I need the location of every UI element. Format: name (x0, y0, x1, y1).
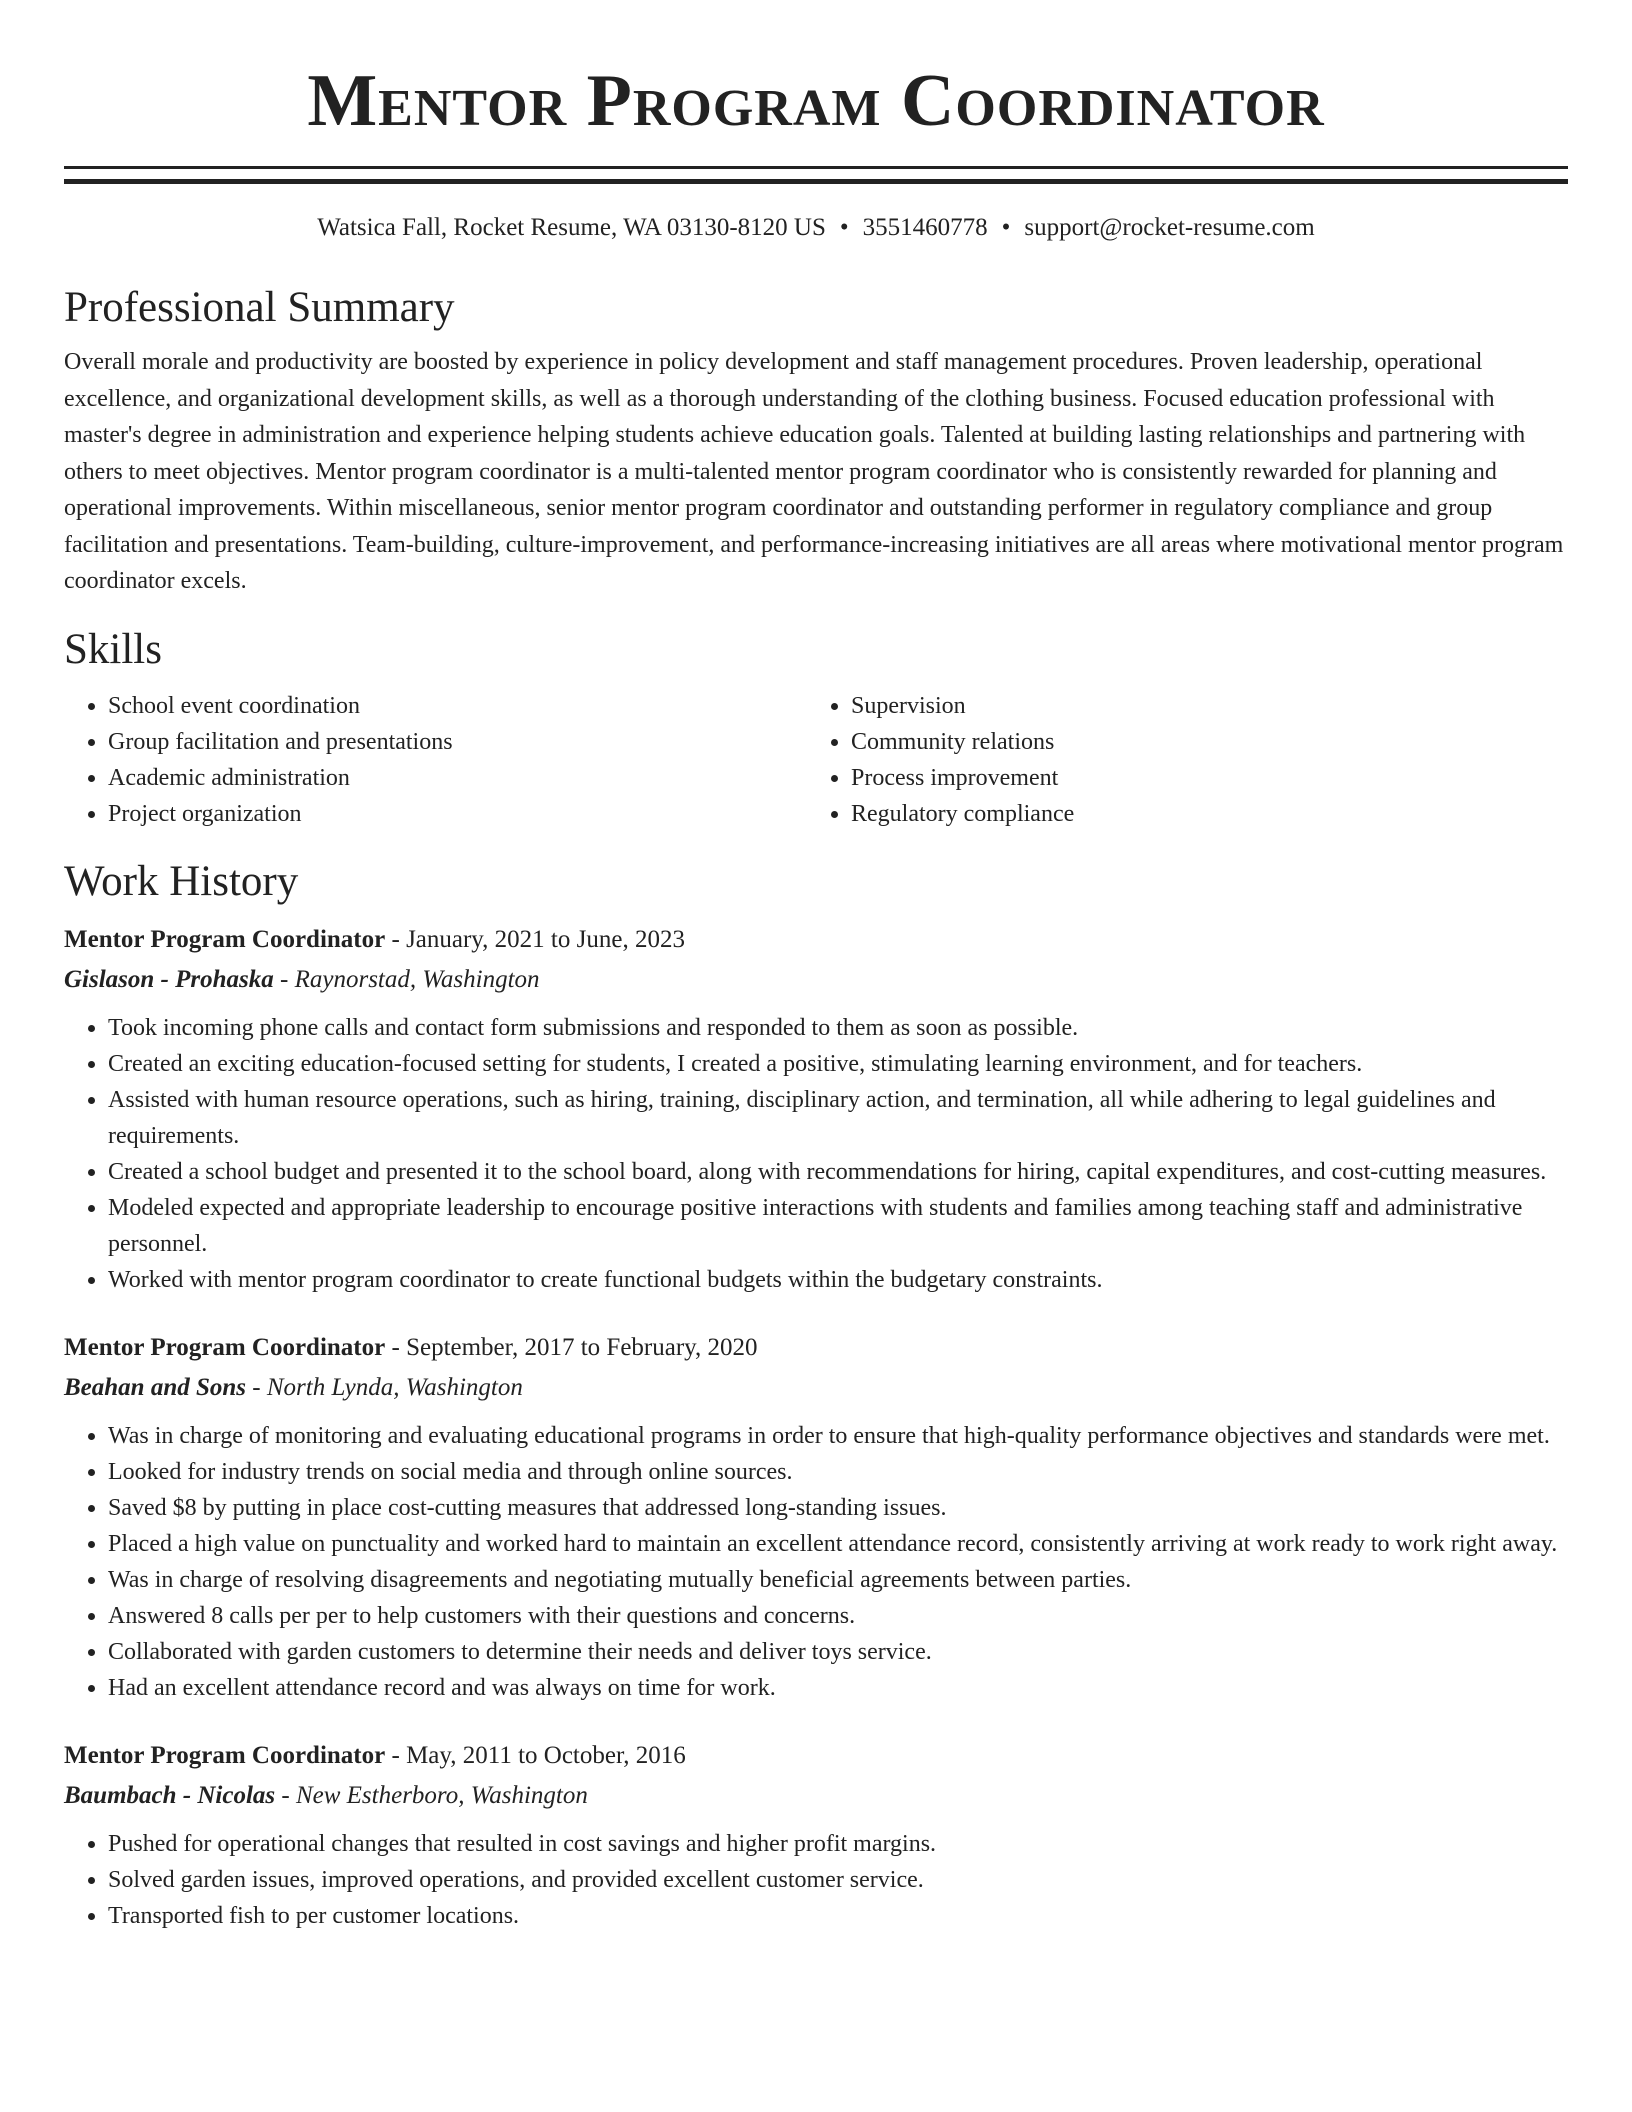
summary-text: Overall morale and productivity are boosted by experience in policy development and staff management procedures. Proven leadership, operational excellence, and organizational development skills, as well as a thorough understanding of the clothing business. Focused education professional with master's degree in administration and experience helping students achieve education goals. Talented at building lasting relationships and partnering with others to meet objectives. Mentor program coordinator is a multi-talented mentor program coordinator who is consistently rewarded for planning and operational improvements. Within miscellaneous, senior mentor program coordinator and outstanding performer in regulatory compliance and group facilitation and presentations. Team-building, culture-improvement, and performance-increasing initiatives are all areas where motivational mentor program coordinator excels. (64, 349, 1564, 594)
job-bullet: • Solved garden issues, improved operations, and provided excellent customer service. (108, 1862, 1568, 1898)
job-location: Raynorstad, Washington (294, 965, 540, 993)
summary-heading: Professional Summary (64, 284, 455, 331)
job-bullets (64, 1010, 1568, 1298)
skill-item: • Project organization (108, 796, 807, 832)
resume-name: Mentor Program Coordinator (307, 60, 1325, 142)
job-bullet: • Saved $8 by putting in place cost-cutting measures that addressed long-standing issues. (108, 1490, 1568, 1526)
job-entry (64, 920, 1568, 1298)
job-bullet: • Created a school budget and presented it to the school board, along with recommendations for hiring, capital expenditures, and cost-cutting measures. (108, 1154, 1568, 1190)
skills-list (64, 688, 1568, 832)
job-bullets (64, 1418, 1568, 1706)
job-company: Baumbach - Nicolas (64, 1781, 276, 1809)
job-dash: - (385, 1333, 407, 1361)
work-history-heading: Work History (64, 857, 299, 905)
job-dash: - (385, 1741, 407, 1769)
job-location: New Estherboro, Washington (295, 1781, 588, 1809)
job-company: Beahan and Sons (64, 1373, 247, 1401)
skill-item: • Process improvement (851, 760, 1550, 796)
contact-phone: 3551460778 (862, 214, 988, 241)
skill-item: • School event coordination (108, 688, 807, 724)
skill-item: • Supervision (851, 688, 1550, 724)
header-double-rule (64, 166, 1568, 184)
job-header (64, 920, 1568, 960)
resume-page (64, 0, 1568, 1934)
job-bullets (64, 1826, 1568, 1934)
contact-line (64, 212, 1568, 244)
job-bullet: • Took incoming phone calls and contact form submissions and responded to them as soon as possible. (108, 1010, 1568, 1046)
job-bullet: • Had an excellent attendance record and was always on time for work. (108, 1670, 1568, 1706)
job-bullet: • Answered 8 calls per per to help customers with their questions and concerns. (108, 1598, 1568, 1634)
job-company: Gislason - Prohaska (64, 965, 274, 993)
job-header (64, 1736, 1568, 1776)
job-dates: May, 2011 to October, 2016 (406, 1741, 686, 1769)
skills-column-left (64, 688, 807, 832)
job-role: Mentor Program Coordinator (64, 1333, 386, 1361)
job-role: Mentor Program Coordinator (64, 925, 386, 953)
job-bullet: • Assisted with human resource operations, such as hiring, training, disciplinary action, and termination, all while adhering to legal guidelines and requirements. (108, 1082, 1568, 1154)
skill-item: • Community relations (851, 724, 1550, 760)
job-dash: - (246, 1373, 267, 1401)
job-bullet: • Created an exciting education-focused setting for students, I created a positive, stimulating learning environment, and for teachers. (108, 1046, 1568, 1082)
job-bullet: • Placed a high value on punctuality and worked hard to maintain an excellent attendance record, consistently arriving at work ready to work right away. (108, 1526, 1568, 1562)
job-employer (64, 960, 1568, 1000)
contact-separator: • (839, 214, 849, 241)
contact-address: Watsica Fall, Rocket Resume, WA 03130-8120 US (317, 214, 826, 241)
job-header (64, 1328, 1568, 1368)
job-bullet: • Was in charge of monitoring and evaluating educational programs in order to ensure that high-quality performance objectives and standards were met. (108, 1418, 1568, 1454)
job-dates: January, 2021 to June, 2023 (406, 925, 685, 953)
skills-heading: Skills (64, 625, 162, 673)
skill-item: • Regulatory compliance (851, 796, 1550, 832)
job-bullet: • Was in charge of resolving disagreements and negotiating mutually beneficial agreements between parties. (108, 1562, 1568, 1598)
job-location: North Lynda, Washington (266, 1373, 523, 1401)
job-dash: - (273, 965, 295, 993)
job-dates: September, 2017 to February, 2020 (406, 1333, 758, 1361)
job-bullet: • Collaborated with garden customers to determine their needs and deliver toys service. (108, 1634, 1568, 1670)
skills-column-right (807, 688, 1550, 832)
job-bullet: • Transported fish to per customer locations. (108, 1898, 1568, 1934)
job-dash: - (385, 925, 407, 953)
skill-item: • Group facilitation and presentations (108, 724, 807, 760)
job-entry (64, 1736, 1568, 1934)
job-bullet: • Pushed for operational changes that resulted in cost savings and higher profit margins. (108, 1826, 1568, 1862)
job-bullet: • Modeled expected and appropriate leadership to encourage positive interactions with students and families among teaching staff and administrative personnel. (108, 1190, 1568, 1262)
contact-separator: • (1001, 214, 1011, 241)
job-dash: - (275, 1781, 296, 1809)
job-bullet: • Worked with mentor program coordinator to create functional budgets within the budgetary constraints. (108, 1262, 1568, 1298)
job-entry (64, 1328, 1568, 1706)
job-role: Mentor Program Coordinator (64, 1741, 386, 1769)
contact-email: support@rocket-resume.com (1024, 214, 1315, 241)
skill-item: • Academic administration (108, 760, 807, 796)
job-employer (64, 1776, 1568, 1816)
job-bullet: • Looked for industry trends on social media and through online sources. (108, 1454, 1568, 1490)
job-employer (64, 1368, 1568, 1408)
